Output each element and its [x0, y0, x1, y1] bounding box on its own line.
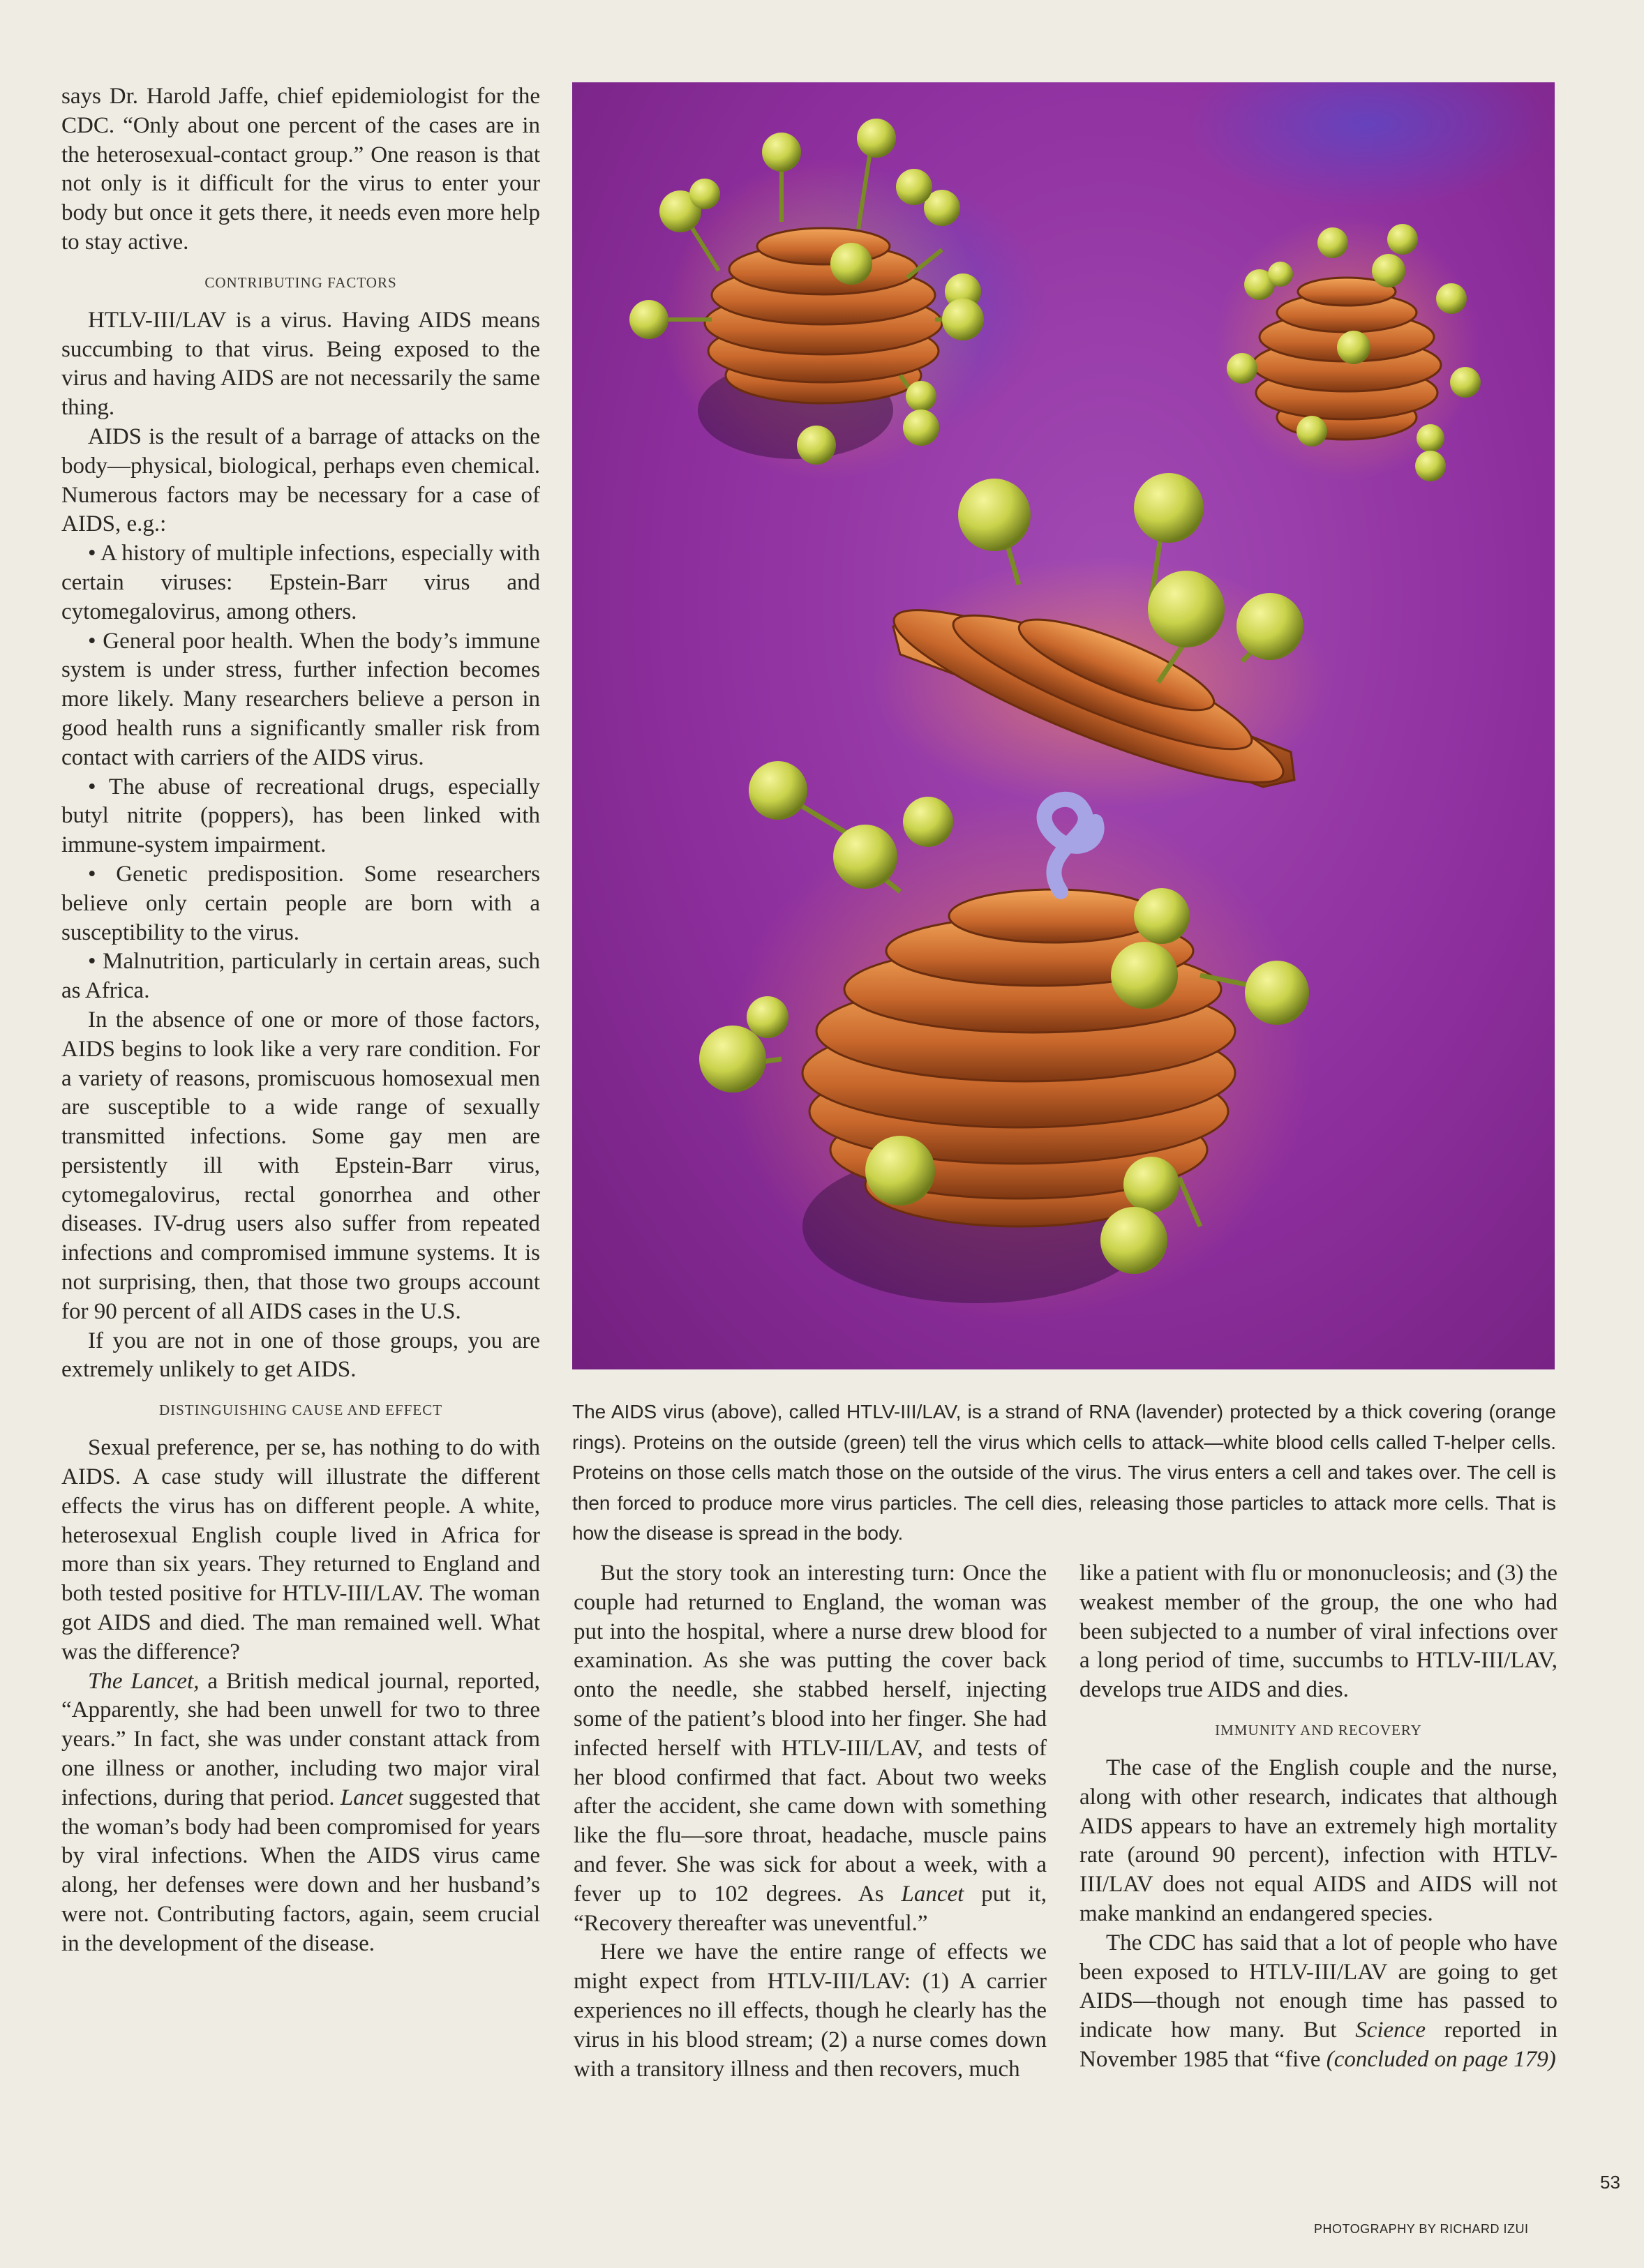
paragraph — [1079, 1929, 1557, 2075]
bullet-item: • The abuse of recreational drugs, especially butyl nitrite (poppers), has been linked with immune-system impairment. — [61, 774, 540, 858]
paragraph: If you are not in one of those groups, you are extremely unlikely to get AIDS. — [61, 1328, 540, 1383]
publication-name: Lancet — [901, 1881, 964, 1907]
photo-credit: PHOTOGRAPHY BY RICHARD IZUI — [1314, 2222, 1529, 2236]
text-run: a British medical journal, reported, “Apparently, she had been unwell for two to three years.” In fact, she was under constant attack from one illness or another, including two major viral infections, during that period. — [61, 1668, 540, 1810]
virus-particle-2 — [1214, 215, 1481, 481]
section-heading-distinguishing-cause: DISTINGUISHING CAUSE AND EFFECT — [158, 1402, 443, 1419]
section-heading-immunity-recovery: IMMUNITY AND RECOVERY — [1215, 1721, 1422, 1738]
publication-name: Science — [1355, 2018, 1426, 2043]
virus-particle-1 — [629, 119, 984, 480]
continuation-note: (concluded on page 179) — [1326, 2046, 1556, 2072]
paragraph: Here we have the entire range of effects we might expect from HTLV-III/LAV: (1) A carrier experiences no ill effects, though he clearly has the virus in his blood stream; (2) a nurse comes down with a transitory illness and then recovers, much — [574, 1939, 1047, 2082]
paragraph: like a patient with flu or mononucleosis; and (3) the weakest member of the group, the one who had been subjected to a number of viral infections over a long period of time, succumbs to HTLV-III/LAV, develops true AIDS and dies. — [1079, 1561, 1557, 1703]
paragraph: Sexual preference, per se, has nothing to do with AIDS. A case study will illustrate the different effects the virus has on different people. A white, heterosexual English couple lived in Africa for more than six years. They returned to England and both tested positive for HTLV-III/LAV. The woman got AIDS and died. The man remained well. What was the difference? — [61, 1435, 540, 1665]
bullet-item: • General poor health. When the body’s immune system is under stress, further infection becomes more likely. Many researchers believe a person in good health runs a significantly smaller risk from contact with carriers of the AIDS virus. — [61, 628, 540, 770]
article-column-3 — [1079, 1559, 1557, 2075]
paragraph — [574, 1559, 1047, 1938]
article-column-2 — [574, 1559, 1047, 2084]
virus-illustration — [572, 82, 1555, 1369]
text-run: reported in November 1985 that “five — [1079, 2018, 1557, 2072]
page-number: 53 — [1600, 2172, 1620, 2193]
virus-particle-4 — [699, 761, 1312, 1324]
paragraph: In the absence of one or more of those factors, AIDS begins to look like a very rare condition. For a variety of reasons, promiscuous homosexual men are susceptible to a wide range of sexually transmitted infections. Some gay men are persistently ill with Epstein-Barr virus, cytomegalovirus, rectal gonorrhea and other diseases. IV-drug users also suffer from repeated infections and compromised immune systems. It is not surprising, then, that those two groups account for 90 percent of all AIDS cases in the U.S. — [61, 1007, 540, 1324]
text-run: The CDC has said that a lot of people who have been exposed to HTLV-III/LAV are going to get AIDS—though not enough time has passed to indicate how many. But — [1079, 1930, 1557, 2043]
paragraph: says Dr. Harold Jaffe, chief epidemiologist for the CDC. “Only about one percent of the cases are in the heterosexual-contact group.” One reason is that not only is it difficult for the virus to enter your body but once it gets there, it needs even more help to stay active. — [61, 84, 540, 255]
paragraph: The case of the English couple and the nurse, along with other research, indicates that although AIDS appears to have an extremely high mortality rate (around 90 percent), infection with HTLV-III/LAV does not equal AIDS and AIDS will not make mankind an endangered species. — [1079, 1755, 1557, 1926]
text-run: put it, “Recovery thereafter was uneventful.” — [574, 1881, 1047, 1936]
publication-name: The Lancet, — [88, 1668, 200, 1694]
virus-particle-3 — [872, 473, 1333, 810]
bullet-item: • A history of multiple infections, especially with certain viruses: Epstein-Barr virus and cytomegalovirus, among others. — [61, 541, 540, 624]
paragraph: HTLV-III/LAV is a virus. Having AIDS means succumbing to that virus. Being exposed to the virus and having AIDS are not necessarily the same thing. — [61, 307, 540, 421]
paragraph: AIDS is the result of a barrage of attacks on the body—physical, biological, perhaps even chemical. Numerous factors may be necessary for a case of AIDS, e.g.: — [61, 423, 540, 537]
virus-illustration-photo — [572, 82, 1555, 1369]
text-run: But the story took an interesting turn: Once the couple had returned to England, the woman was put into the hospital, where a nurse drew blood for examination. As she was putting the cover back onto the needle, she stabbed herself, injecting some of the patient’s blood into her finger. She had infected herself with HTLV-III/LAV, and tests of her blood confirmed that fact. About two weeks after the accident, she came down with something like the flu—sore throat, headache, muscle pains and fever. She was sick for about a week, with a fever up to 102 degrees. As — [574, 1561, 1047, 1907]
article-column-1 — [61, 82, 540, 1959]
section-heading-contributing-factors: CONTRIBUTING FACTORS — [204, 273, 397, 291]
paragraph — [61, 1667, 540, 1959]
bullet-item: • Malnutrition, particularly in certain areas, such as Africa. — [61, 949, 540, 1004]
text-run: suggested that the woman’s body had been compromised for years by viral infections. When the AIDS virus came along, her defenses were down and her husband’s were not. Contributing factors, again, seem crucial in the development of the disease. — [61, 1785, 541, 1956]
publication-name: Lancet — [340, 1785, 403, 1810]
bullet-item: • Genetic predisposition. Some researchers believe only certain people are born with a susceptibility to the virus. — [61, 861, 540, 945]
photo-caption: The AIDS virus (above), called HTLV-III/LAV, is a strand of RNA (lavender) protected by a thick covering (orange rings). Proteins on the outside (green) tell the virus which cells to attack—white blood cells called T-helper cells. Proteins on those cells match those on the outside of the virus. The virus enters a cell and takes over. The cell is then forced to produce more virus particles. The cell dies, releasing those particles to attack more cells. That is how the disease is spread in the body. — [572, 1401, 1556, 1544]
